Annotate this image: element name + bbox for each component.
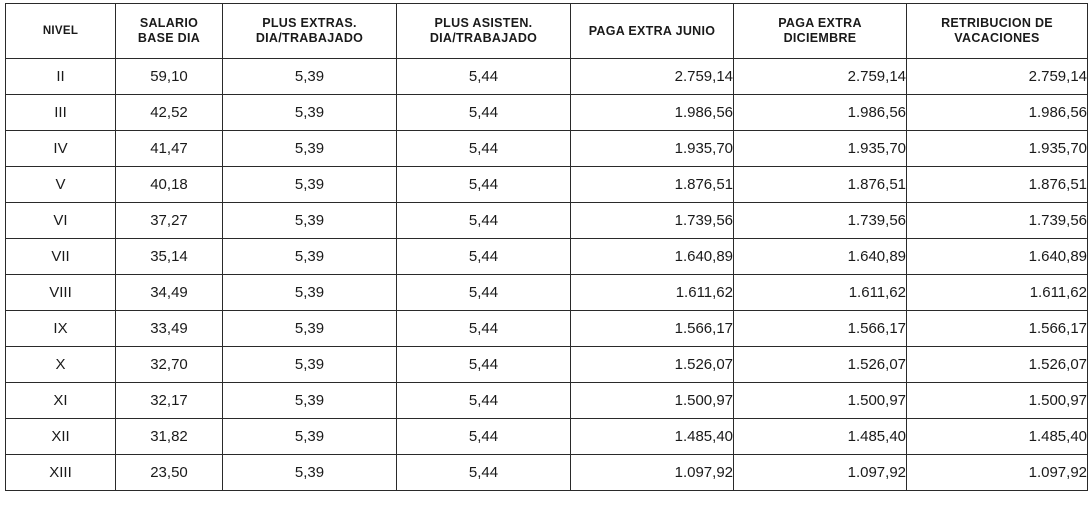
table-row [6,239,1088,275]
cell-retribucion-vacaciones: 1.500,97 [907,383,1088,419]
salary-table-sheet [5,3,1088,491]
cell-plus-asisten: 5,44 [397,203,571,239]
cell-paga-diciembre: 1.500,97 [734,383,907,419]
header-line: PAGA EXTRA JUNIO [588,23,716,38]
cell-plus-asisten: 5,44 [397,311,571,347]
header-line: DICIEMBRE [783,31,857,45]
header-line: PLUS ASISTEN. [434,16,533,30]
table-row [6,275,1088,311]
cell-retribucion-vacaciones: 1.526,07 [907,347,1088,383]
cell-retribucion-vacaciones: 1.611,62 [907,275,1088,311]
table-row [6,95,1088,131]
table-row [6,59,1088,95]
cell-paga-diciembre: 1.526,07 [734,347,907,383]
cell-nivel: X [6,347,116,383]
cell-retribucion-vacaciones: 1.739,56 [907,203,1088,239]
cell-plus-asisten: 5,44 [397,419,571,455]
cell-salario-base-dia: 59,10 [116,59,223,95]
cell-paga-junio: 1.611,62 [571,275,734,311]
cell-plus-asisten: 5,44 [397,239,571,275]
cell-paga-diciembre: 1.485,40 [734,419,907,455]
header-line: PLUS EXTRAS. [262,16,357,30]
table-row [6,131,1088,167]
cell-plus-asisten: 5,44 [397,275,571,311]
table-row [6,419,1088,455]
cell-plus-asisten: 5,44 [397,95,571,131]
cell-plus-extras: 5,39 [223,239,397,275]
cell-nivel: IV [6,131,116,167]
cell-salario-base-dia: 23,50 [116,455,223,491]
header-line: NIVEL [42,24,79,37]
table-row [6,167,1088,203]
cell-paga-diciembre: 2.759,14 [734,59,907,95]
salary-table [5,3,1088,491]
cell-salario-base-dia: 42,52 [116,95,223,131]
cell-nivel: II [6,59,116,95]
cell-paga-diciembre: 1.566,17 [734,311,907,347]
cell-paga-diciembre: 1.739,56 [734,203,907,239]
cell-nivel: XI [6,383,116,419]
cell-plus-asisten: 5,44 [397,383,571,419]
cell-salario-base-dia: 34,49 [116,275,223,311]
cell-paga-junio: 1.739,56 [571,203,734,239]
table-row [6,383,1088,419]
table-row [6,203,1088,239]
column-header-paga-extra-junio [571,4,734,59]
cell-plus-asisten: 5,44 [397,347,571,383]
cell-paga-junio: 1.526,07 [571,347,734,383]
cell-paga-diciembre: 1.611,62 [734,275,907,311]
cell-salario-base-dia: 35,14 [116,239,223,275]
cell-paga-diciembre: 1.986,56 [734,95,907,131]
cell-paga-junio: 1.935,70 [571,131,734,167]
cell-retribucion-vacaciones: 2.759,14 [907,59,1088,95]
cell-salario-base-dia: 41,47 [116,131,223,167]
cell-retribucion-vacaciones: 1.566,17 [907,311,1088,347]
column-header-nivel [6,4,116,59]
cell-plus-extras: 5,39 [223,347,397,383]
cell-nivel: XIII [6,455,116,491]
cell-paga-junio: 1.097,92 [571,455,734,491]
cell-paga-junio: 1.500,97 [571,383,734,419]
cell-plus-extras: 5,39 [223,59,397,95]
cell-paga-junio: 1.640,89 [571,239,734,275]
cell-nivel: V [6,167,116,203]
cell-nivel: IX [6,311,116,347]
cell-salario-base-dia: 32,70 [116,347,223,383]
cell-paga-diciembre: 1.876,51 [734,167,907,203]
header-line: RETRIBUCION DE [941,16,1053,30]
cell-paga-diciembre: 1.935,70 [734,131,907,167]
cell-retribucion-vacaciones: 1.935,70 [907,131,1088,167]
cell-salario-base-dia: 31,82 [116,419,223,455]
cell-paga-diciembre: 1.097,92 [734,455,907,491]
cell-salario-base-dia: 40,18 [116,167,223,203]
cell-plus-asisten: 5,44 [397,167,571,203]
header-line: DIA/TRABAJADO [429,31,538,45]
table-header-row [6,4,1088,59]
cell-plus-extras: 5,39 [223,455,397,491]
cell-nivel: VI [6,203,116,239]
cell-retribucion-vacaciones: 1.097,92 [907,455,1088,491]
table-row [6,455,1088,491]
header-line: SALARIO [139,16,199,30]
cell-plus-extras: 5,39 [223,95,397,131]
cell-paga-diciembre: 1.640,89 [734,239,907,275]
header-line: VACACIONES [954,31,1040,45]
cell-paga-junio: 1.485,40 [571,419,734,455]
table-body [6,59,1088,491]
column-header-salario-base-dia [116,4,223,59]
cell-salario-base-dia: 33,49 [116,311,223,347]
column-header-retribucion-vacaciones [907,4,1088,59]
cell-paga-junio: 1.876,51 [571,167,734,203]
cell-plus-extras: 5,39 [223,203,397,239]
cell-paga-junio: 2.759,14 [571,59,734,95]
cell-paga-junio: 1.986,56 [571,95,734,131]
cell-nivel: III [6,95,116,131]
header-line: DIA/TRABAJADO [255,31,364,45]
column-header-plus-extras [223,4,397,59]
cell-plus-asisten: 5,44 [397,59,571,95]
header-line: PAGA EXTRA [778,16,862,30]
cell-retribucion-vacaciones: 1.986,56 [907,95,1088,131]
cell-plus-extras: 5,39 [223,275,397,311]
column-header-plus-asisten [397,4,571,59]
cell-salario-base-dia: 32,17 [116,383,223,419]
header-line: BASE DIA [137,31,201,45]
table-row [6,347,1088,383]
cell-plus-extras: 5,39 [223,311,397,347]
table-row [6,311,1088,347]
cell-salario-base-dia: 37,27 [116,203,223,239]
cell-plus-extras: 5,39 [223,383,397,419]
cell-plus-extras: 5,39 [223,167,397,203]
cell-paga-junio: 1.566,17 [571,311,734,347]
cell-nivel: VIII [6,275,116,311]
cell-nivel: XII [6,419,116,455]
cell-nivel: VII [6,239,116,275]
column-header-paga-extra-diciembre [734,4,907,59]
cell-plus-asisten: 5,44 [397,455,571,491]
cell-plus-extras: 5,39 [223,419,397,455]
cell-retribucion-vacaciones: 1.640,89 [907,239,1088,275]
cell-plus-asisten: 5,44 [397,131,571,167]
cell-retribucion-vacaciones: 1.485,40 [907,419,1088,455]
cell-plus-extras: 5,39 [223,131,397,167]
cell-retribucion-vacaciones: 1.876,51 [907,167,1088,203]
